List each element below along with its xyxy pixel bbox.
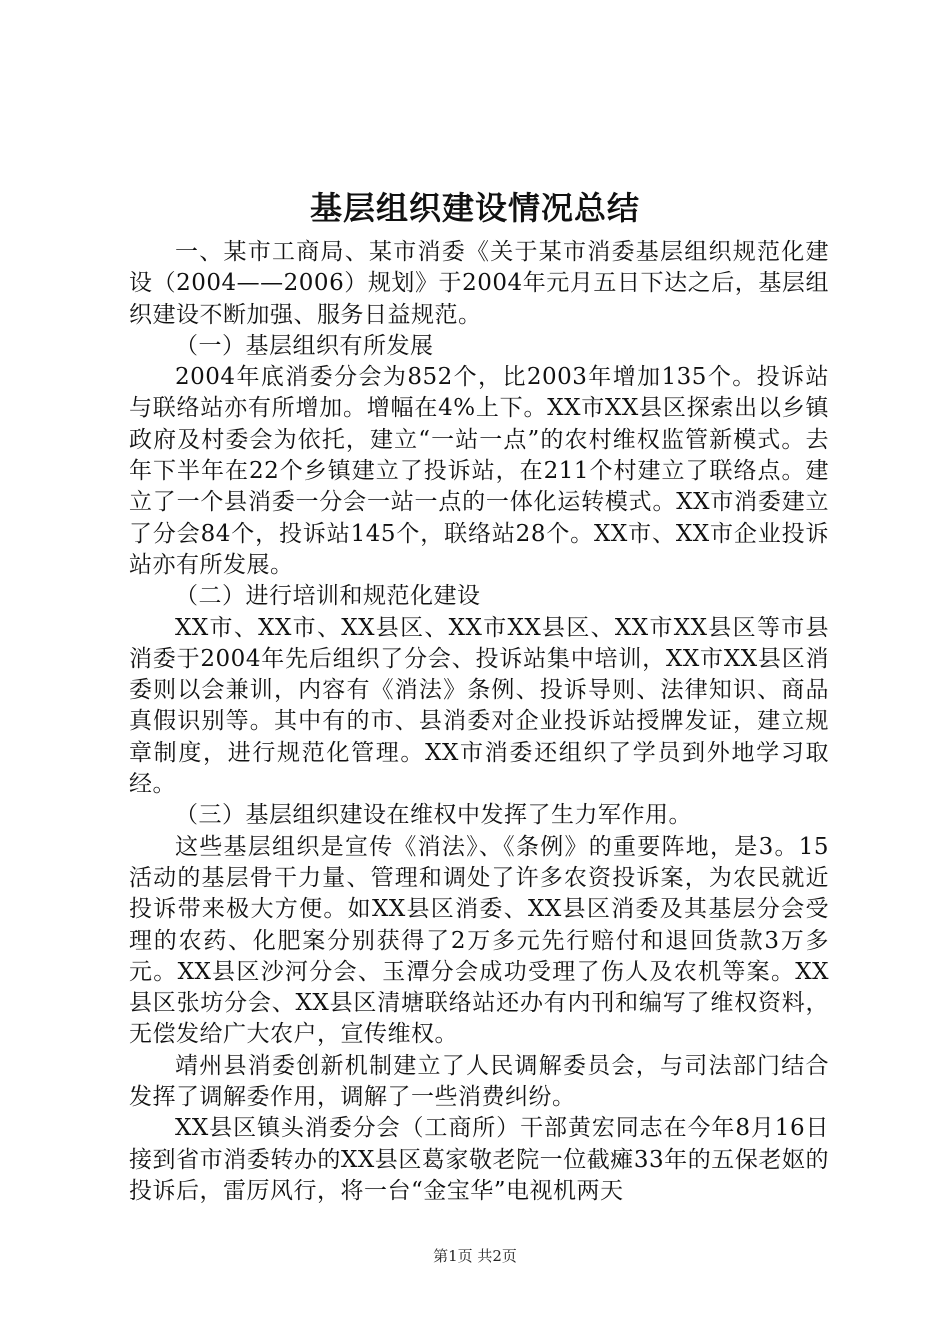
section-heading-3: （三）基层组织建设在维权中发挥了生力军作用。 — [175, 802, 692, 829]
page-number-footer: 第1页 共2页 — [433, 1247, 517, 1265]
document-title: 基层组织建设情况总结 — [309, 189, 640, 227]
section-heading-1: （一）基层组织有所发展 — [175, 332, 434, 359]
paragraph-jingzhou: 靖州县消委创新机制建立了人民调解委员会，与司法部门结合发挥了调解委作用，调解了一些消费纠纷。 — [129, 1052, 829, 1111]
paragraph-development: 2004年底消委分会为852个，比2003年增加135个。投诉站与联络站亦有所增加。增幅在4%上下。XX市XX县区探索出以乡镇政府及村委会为依托，建立“一站一点”的农村维权监管新模式。去年下半年在22个乡镇建立了投诉站，在211个村建立了联络点。建立了一个县消委一分会一站一点的一体化运转模式。XX市消委建立了分会84个，投诉站145个，联络站28个。XX市、XX市企业投诉站亦有所发展。 — [129, 364, 829, 578]
paragraph-training: XX市、XX市、XX县区、XX市XX县区、XX市XX县区等市县消委于2004年先后组织了分会、投诉站集中培训，XX市XX县区消委则以会兼训，内容有《消法》条例、投诉导则、法律知识、商品真假识别等。其中有的市、县消委对企业投诉站授牌发证，建立规章制度，进行规范化管理。XX市消委还组织了学员到外地学习取经。 — [129, 614, 829, 798]
paragraph-huanghong: XX县区镇头消委分会（工商所）干部黄宏同志在今年8月16日接到省市消委转办的XX县区葛家敬老院一位截瘫33年的五保老妪的投诉后，雷厉风行，将一台“金宝华”电视机两天 — [129, 1115, 829, 1204]
paragraph-intro: 一、某市工商局、某市消委《关于某市消委基层组织规范化建设（2004——2006）规划》于2004年元月五日下达之后，基层组织建设不断加强、服务日益规范。 — [129, 239, 829, 328]
section-heading-2: （二）进行培训和规范化建设 — [175, 583, 481, 610]
paragraph-role: 这些基层组织是宣传《消法》、《条例》的重要阵地，是3。15活动的基层骨干力量、管理和调处了许多农资投诉案，为农民就近投诉带来极大方便。如XX县区消委、XX县区消委及其基层分会受理的农药、化肥案分别获得了2万多元先行赔付和退回货款3万多元。XX县区沙河分会、玉潭分会成功受理了伤人及农机等案。XX县区张坊分会、XX县区清塘联络站还办有内刊和编写了维权资料，无偿发给广大农户，宣传维权。 — [129, 833, 829, 1048]
document-body — [129, 237, 829, 1207]
